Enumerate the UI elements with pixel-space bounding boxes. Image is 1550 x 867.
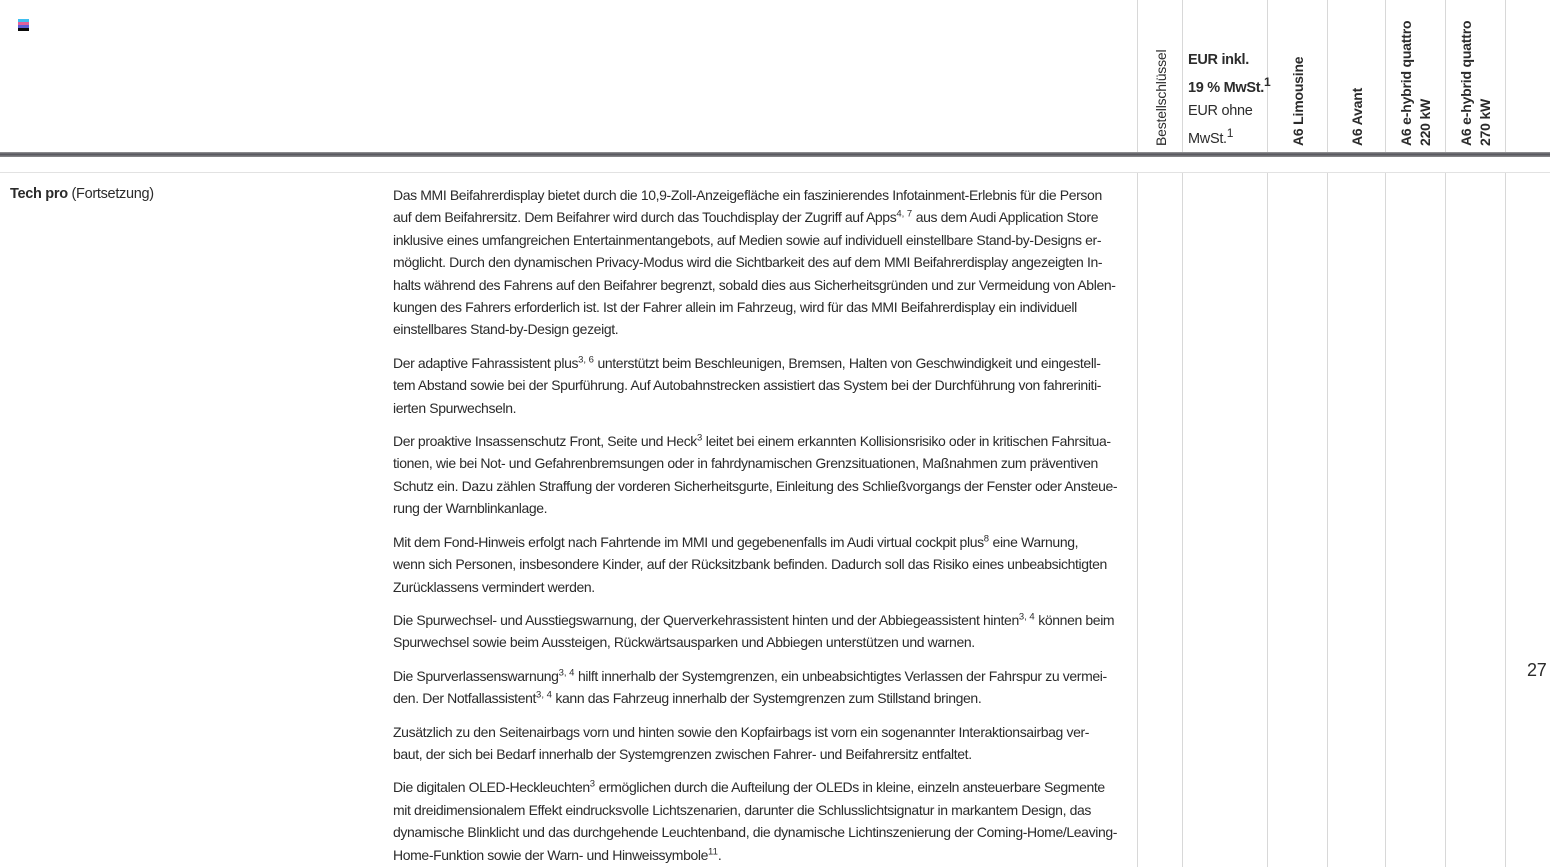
- price-header-line3: EUR ohne: [1188, 102, 1253, 119]
- model-label-power: 220 kW: [1417, 98, 1433, 146]
- feature-description: [393, 184, 1117, 867]
- price-header-line4: MwSt.$^1$: [1188, 126, 1234, 147]
- color-registration-mark-icon: [18, 19, 29, 31]
- price-header-line1: EUR inkl.: [1188, 52, 1249, 68]
- page-number: 27: [1527, 660, 1547, 680]
- column-divider: [1182, 0, 1183, 152]
- paragraph: Die Spurwechsel- und Ausstiegswarnung, der Querverkehrassistent hinten und der Abbiegeassistent hinten$^{3, 4}$ können beim Spurwechsel sowie beim Aussteigen, Rückwärtsausparken und Abbiegen unterstützen und warnen.: [393, 611, 1115, 651]
- footnote-marker: 1: [1263, 75, 1271, 90]
- footnote-marker: 3, 4: [558, 667, 575, 679]
- model-label: A6 e-hybrid quattro: [1458, 20, 1474, 146]
- footnote-marker: 3, 4: [1018, 611, 1035, 623]
- row-top-rule: [0, 172, 1550, 173]
- feature-title-bold: Tech pro: [10, 186, 68, 202]
- model-label: A6 e-hybrid quattro: [1398, 20, 1414, 146]
- footnote-marker: 3, 6: [578, 354, 594, 366]
- paragraph: Der proaktive Insassenschutz Front, Seite und Heck$^3$ leitet bei einem erkannten Kollisionsrisiko oder in kritischen Fahrsitua- tionen, wie bei Not- und Gefahrenbremsungen oder in fahrdynamischen Grenzsituationen, Maßnahmen zum präventiven Schutz ein. Dazu zählen Straffung der vorderen Sicherheitsgurte, Einleitung des Schließvorgangs der Fenster oder Ansteue- rung der Warnblinkanlage.: [393, 432, 1118, 517]
- paragraph: Das MMI Beifahrerdisplay bietet durch die 10,9-Zoll-Anzeigefläche ein faszinierendes Infotainment-Erlebnis für die Person auf dem Beifahrersitz. Dem Beifahrer wird durch das Touchdisplay der Zugriff auf Apps$^{4, 7}$ aus dem Audi Application Store inklusive eines umfangreichen Entertainmentangebots, auf Medien sowie auf individuell einstellbare Stand-by-Designs er- möglicht. Durch den dynamischen Privacy-Modus wird die Sichtbarkeit des auf dem MMI Beifahrerdisplay angezeigten In- halts während des Fahrens auf den Beifahrer begrenzt, sobald dies aus Sicherheitsgründen und zur Vermeidung von Ablen- kungen des Fahrers erforderlich ist. Ist der Fahrer allein im Fahrzeug, wird für das MMI Beifahrerdisplay ein individuell einstellbares Stand-by-Design gezeigt.: [393, 187, 1116, 338]
- paragraph: Die digitalen OLED-Heckleuchten$^3$ ermöglichen durch die Aufteilung der OLEDs in kleine, einzeln ansteuerbare Segmente mit dreidimensionalem Effekt eindrucksvolle Lichtszenarien, darunter die Schlusslichtsignatur in markantem Design, das dynamische Blinklicht und das durchgehende Leuchtenband, die dynamische Lichtinszenierung der Coming-Home/Leaving- Home-Funktion sowie der Warn- und Hinweissymbole$^{11}$.: [393, 778, 1118, 863]
- column-divider: [1385, 0, 1386, 152]
- column-header-a6-avant: [1348, 0, 1367, 146]
- paragraph: Mit dem Fond-Hinweis erfolgt nach Fahrtende im MMI und gegebenenfalls im Audi virtual cockpit plus$^8$ eine Warnung, wenn sich Personen, insbesondere Kinder, auf der Rücksitzbank befinden. Dadurch soll das Risiko eines unbeabsichtigten Zurücklassens vermindert werden.: [393, 533, 1107, 595]
- column-divider: [1505, 173, 1506, 867]
- column-divider: [1327, 0, 1328, 152]
- header-divider-rule: [0, 152, 1550, 157]
- column-divider: [1445, 173, 1446, 867]
- column-header-a6-ehybrid-270kw: [1457, 0, 1495, 146]
- column-divider: [1182, 173, 1183, 867]
- model-label-power: 270 kW: [1477, 98, 1493, 146]
- footnote-marker: 11: [708, 845, 718, 857]
- feature-title-suffix: (Fortsetzung): [67, 186, 154, 202]
- column-divider: [1505, 0, 1506, 152]
- mark-stripe-black: [18, 28, 29, 31]
- column-divider: [1137, 173, 1138, 867]
- column-header-price: [1188, 49, 1270, 150]
- footnote-marker: 1: [1226, 126, 1234, 141]
- feature-title: [10, 186, 154, 202]
- column-header-a6-ehybrid-220kw: [1397, 0, 1435, 146]
- column-divider: [1267, 173, 1268, 867]
- column-header-a6-limousine: [1289, 0, 1308, 146]
- model-label: A6 Limousine: [1290, 56, 1306, 146]
- column-header-order-code: [1152, 0, 1171, 146]
- column-header-label: Bestellschlüssel: [1153, 49, 1169, 146]
- footnote-marker: 3: [589, 778, 596, 790]
- paragraph: Der adaptive Fahrassistent plus$^{3, 6}$ unterstützt beim Beschleunigen, Bremsen, Halten von Geschwindigkeit und eingestell- tem Abstand sowie bei der Spurführung. Auf Autobahnstrecken assistiert das System bei der Durchführung von fahreriniti- ierten Spurwechseln.: [393, 354, 1102, 416]
- paragraph: Zusätzlich zu den Seitenairbags vorn und hinten sowie den Kopfairbags ist vorn ein sogenannter Interaktionsairbag ver- baut, der sich bei Bedarf innerhalb der Systemgrenzen zwischen Fahrer- und Beifahrersitz entfaltet.: [393, 723, 1090, 762]
- column-divider: [1385, 173, 1386, 867]
- footnote-marker: 8: [983, 533, 990, 545]
- price-header-line2: 19 % MwSt.$^1$: [1188, 75, 1271, 97]
- footnote-marker: 4, 7: [896, 208, 913, 220]
- column-divider: [1327, 173, 1328, 867]
- column-divider: [1445, 0, 1446, 152]
- footnote-marker: 3: [696, 432, 703, 444]
- model-label: A6 Avant: [1349, 87, 1365, 146]
- paragraph: Die Spurverlassenswarnung$^{3, 4}$ hilft innerhalb der Systemgrenzen, ein unbeabsichtigtes Verlassen der Fahrspur zu vermei- den. Der Notfallassistent$^{3, 4}$ kann das Fahrzeug innerhalb der Systemgrenzen zum Stillstand bringen.: [393, 667, 1107, 707]
- footnote-marker: 3, 4: [536, 689, 552, 701]
- column-divider: [1137, 0, 1138, 152]
